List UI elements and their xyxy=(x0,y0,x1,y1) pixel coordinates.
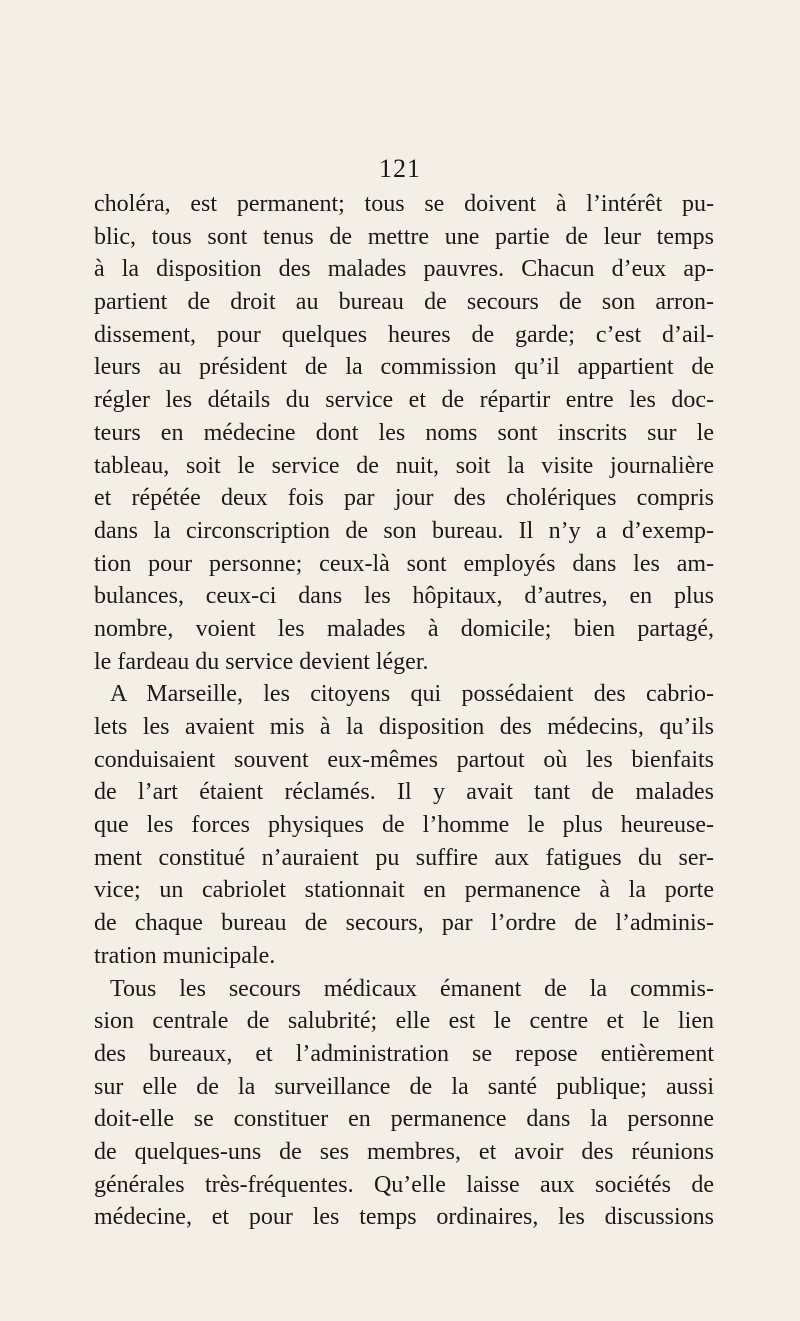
text-line: des bureaux, et l’administration se repose entièrement xyxy=(94,1040,714,1067)
text-line: choléra, est permanent; tous se doivent à l’intérêt pu- xyxy=(94,191,714,217)
text-line: nombre, voient les malades à domicile; bien partagé, xyxy=(94,615,714,642)
text-line: ment constitué n’auraient pu suffire aux fatigues du ser- xyxy=(94,844,714,871)
text-line: teurs en médecine dont les noms sont inscrits sur le xyxy=(94,419,714,446)
text-line: partient de droit au bureau de secours de son arron- xyxy=(94,289,714,316)
text-line: que les forces physiques de l’homme le plus heureuse- xyxy=(94,812,714,839)
text-line: de l’art étaient réclamés. Il y avait tant de malades xyxy=(94,779,714,806)
text-line: et répétée deux fois par jour des cholériques compris xyxy=(94,485,714,512)
text-line: à la disposition des malades pauvres. Chacun d’eux ap- xyxy=(94,256,714,283)
page-number: 121 xyxy=(379,154,421,183)
text-line: tration municipale. xyxy=(94,942,276,969)
text-line: médecine, et pour les temps ordinaires, les discussions xyxy=(94,1204,714,1231)
text-line: générales très-fréquentes. Qu’elle laisse aux sociétés de xyxy=(94,1171,714,1198)
text-line: conduisaient souvent eux-mêmes partout où les bienfaits xyxy=(94,746,714,773)
text-line: Tous les secours médicaux émanent de la commis- xyxy=(110,975,714,1002)
text-line: blic, tous sont tenus de mettre une partie de leur temps xyxy=(94,223,714,250)
text-line: leurs au président de la commission qu’il appartient de xyxy=(94,354,714,381)
text-line: vice; un cabriolet stationnait en permanence à la porte xyxy=(94,877,714,904)
text-line: de chaque bureau de secours, par l’ordre de l’adminis- xyxy=(94,910,714,937)
text-line: tion pour personne; ceux-là sont employés dans les am- xyxy=(94,550,714,577)
text-line: sur elle de la surveillance de la santé publique; aussi xyxy=(94,1073,714,1100)
text-line: régler les détails du service et de répartir entre les doc- xyxy=(94,387,714,414)
text-line: tableau, soit le service de nuit, soit la visite journalière xyxy=(94,452,714,479)
body-text xyxy=(94,188,714,1234)
text-line: de quelques-uns de ses membres, et avoir des réunions xyxy=(94,1138,714,1165)
text-line: le fardeau du service devient léger. xyxy=(94,648,429,675)
text-line: dissement, pour quelques heures de garde; c’est d’ail- xyxy=(94,321,714,348)
text-line: doit-elle se constituer en permanence dans la personne xyxy=(94,1106,714,1133)
text-line: bulances, ceux-ci dans les hôpitaux, d’autres, en plus xyxy=(94,583,714,610)
text-line: lets les avaient mis à la disposition des médecins, qu’ils xyxy=(94,714,714,740)
text-line: A Marseille, les citoyens qui possédaient des cabrio- xyxy=(110,681,714,708)
text-line: sion centrale de salubrité; elle est le centre et le lien xyxy=(94,1008,714,1035)
text-line: dans la circonscription de son bureau. Il n’y a d’exemp- xyxy=(94,517,714,544)
